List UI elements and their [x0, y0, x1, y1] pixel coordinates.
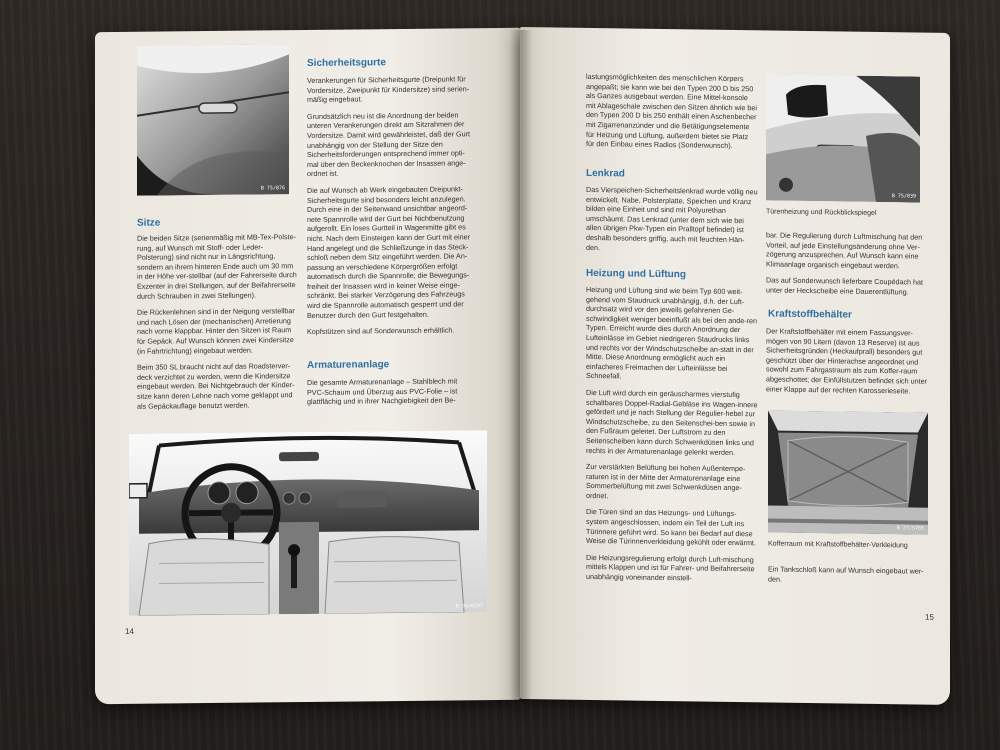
- page-number-right: 15: [925, 612, 934, 622]
- paragraph: Die auf Wunsch ab Werk eingebauten Dreipunkt-Sicherheitsgurte sind besonders leicht anzulegen. Durch eine in der Seitenwand unsichtbar angeord-nete Spannrolle wird der Gurt bei Nichtbenutzung aufgerollt. Ein loses Gurtteil in Wagenmitte gibt es nicht. Nach dem Einsteigen kann der Gurt mit einer Hand angelegt und die Schließzunge in das Steck-schloß neben dem Sitz eingeführt werden. Die An-passung an verschiedene Körpergrößen erfolgt automatisch durch die Spannrolle; die Bewegungs-freiheit der Insassen wird in keiner Weise einge-schränkt. Bei starker Verzögerung des Fahrzeugs wird die Spannrolle automatisch gesperrt und der Benutzer durch den Gurt festgehalten.: [307, 184, 470, 320]
- paragraph: Heizung und Lüftung sind wie beim Typ 600 weit-gehend vom Staudruck unabhängig, d.h. der Luft-durchsatz wird vor den jeweils gefahrenen Ge-schwindigkeit weniger beeinflußt als bei den ande-ren Typen. Erreicht wurde dies durch Anordnung der Lufteinlässe im Gebiet niedrigeren Staudrucks links und rechts vor der Windschutzscheibe an-statt in der Mitte. Diese Anordnung ermöglicht auch ein einfacheres Freimachen der Lufteinlässe bei Schneefall.: [586, 284, 758, 381]
- photo-code: B 27/5765: [896, 525, 924, 532]
- heizung-text: [586, 285, 758, 591]
- dashboard-image: [129, 430, 487, 616]
- paragraph: Ein Tankschloß kann auf Wunsch eingebaut wer-den.: [768, 564, 924, 584]
- right-page: [520, 27, 950, 705]
- paragraph: Kopfstützen sind auf Sonderwunsch erhältlich.: [307, 325, 455, 337]
- heading-armaturenanlage: Armaturenanlage: [307, 359, 390, 372]
- open-brochure: [95, 30, 950, 702]
- photo-door-mirror: [766, 74, 920, 202]
- lenkrad-text: [586, 185, 758, 262]
- paragraph: Die gesamte Armaturenanlage – Stahlblech mit PVC-Schaum und Überzug aus PVC-Folie – ist glattflächig und in ihrer Nachgiebigkeit den Be-: [307, 376, 458, 407]
- paragraph: Der Kraftstoffbehälter mit einem Fassungsver-mögen von 90 Litern (davon 13 Reserve) ist aus Sicherheitsgründen (Heckaufprall) besonders gut geschützt über der Hinterachse angeordnet und sowohl zum Fahrgastraum als zum Koffer-raum abgeschottet; der Einfüllstutzen befindet sich unter einer Klappe auf der rechten Karosserieseite.: [766, 326, 928, 396]
- kraftstoff-text: [766, 326, 934, 403]
- col2-text: [766, 230, 934, 304]
- armaturenanlage-text: [307, 376, 475, 414]
- photo-trunk: [768, 410, 928, 534]
- photo-code: B 75/076: [260, 185, 285, 192]
- paragraph: Die Luft wird durch ein geräuscharmes vierstufig schaltbares Doppel-Radial-Gebläse ins Wagen-innere gefördert und je nach Stellung der Regulier-hebel zur Windschutzscheibe, zu den Seitenschei-ben sowie in den Fußraum geleitet. Der Luftstrom zu den Seitenscheiben kann durch Schwenkdüsen links und rechts in der Armaturenanlage gelenkt werden.: [586, 387, 758, 457]
- left-page: [95, 28, 520, 704]
- paragraph: lastungsmöglichkeiten des menschlichen Körpers angepaßt; sie kann wie bei den Typen 200 D bis 250 als Ganzes ausgebaut werden. Eine Mittel-konsole mit Ablageschale zwischen den Sitzen ähnlich wie bei den Typen 200 D bis 250 enthält einen Aschenbecher mit Zigarrenanzünder und die Betätigungselemente für Heizung und Lüftung, außerdem bietet sie Platz für den Einbau eines Radios (Sonderwunsch).: [586, 71, 758, 151]
- page-number-left: 14: [125, 626, 134, 636]
- photo-car-door: [137, 44, 289, 196]
- paragraph: Die Türen sind an das Heizungs- und Lüftungs-system angeschlossen, indem ein Teil der Luft ins Türinnere geführt wird. So kann bei Bedarf auf diese Weise die Türinnenverkleidung gekühlt oder erwärmt.: [586, 507, 756, 548]
- heading-sicherheitsgurte: Sicherheitsgurte: [307, 57, 386, 70]
- paragraph: Die Rückenlehnen sind in der Neigung verstellbar und nach Lösen der (mechanischen) Arretierung nach vorne klappbar. Hinter den Sitzen ist Raum für Gepäck. Auf Wunsch können zwei Kindersitze (in Fahrtrichtung) eingebaut werden.: [137, 306, 295, 356]
- paragraph: Grundsätzlich neu ist die Anordnung der beiden unteren Verankerungen direkt am Sitzrahmen der Vordersitze. Damit wird gewährleistet, daß der Gurt unabhängig von der Stellung der Sitze den Sicherheitsforderungen entsprechend immer opti-mal über den Beckenknochen der Insassen ange-ordnet ist.: [307, 110, 470, 179]
- paragraph: bar. Die Regulierung durch Luftmischung hat den Vorteil, auf jede Einstellungsänderung ohne Ver-zögerung anzusprechen. Auf Wunsch kann eine Klimaanlage organisch eingebaut werden.: [766, 230, 923, 271]
- heading-lenkrad: Lenkrad: [586, 167, 625, 180]
- heading-sitze: Sitze: [137, 217, 161, 229]
- sitze-text: [137, 232, 299, 418]
- photo-code: B 34/0297: [455, 603, 483, 610]
- paragraph: Das Vierspeichen-Sicherheitslenkrad wurde völlig neu entwickelt. Nabe, Polsterplatte, Speichen und Kranz bilden eine Einheit und sind mit Polyurethan umschäumt. Das Lenkrad (unter dem sich wie bei allen übrigen Pkw-Typen ein Pralltopf befindet) ist deshalb besonders griffig, auch mit feuchten Hän-den.: [586, 184, 758, 252]
- paragraph: Beim 350 SL braucht nicht auf das Roadsterver-deck verzichtet zu werden, wenn die Kindersitze eingebaut werden. Bei Nichtgebrauch der Kinder-sitze kann deren Lehne nach vorne geklappt und als Gepäckauflage benutzt werden.: [137, 361, 295, 411]
- paragraph: Zur verstärkten Belüftung bei hohen Außentempe-raturen ist in der Mitte der Armaturenanlage eine Sommerbelüftung mit zwei Schwenkdüsen ange-ordnet.: [586, 462, 746, 501]
- heading-kraftstoff: Kraftstoffbehälter: [768, 308, 852, 321]
- trunk-image: [768, 410, 928, 534]
- paragraph: Verankerungen für Sicherheitsgurte (Dreipunkt für Vordersitze, Zweipunkt für Kindersitze) sind serien-mäßig eingebaut.: [307, 74, 470, 105]
- paragraph: Die beiden Sitze (serienmäßig mit MB-Tex-Polste-rung, auf Wunsch mit Stoff- oder Leder-Polsterung) sind nicht nur in Längsrichtung, sondern an ihrem hinteren Ende auch um 30 mm in der Höhe ver-stellbar (auf der Fahrerseite durch Exzenter in drei Stellungen, auf der Beifahrerseite durch Schrauben in zwei Stellungen).: [137, 232, 297, 301]
- paragraph: Das auf Sonderwunsch lieferbare Coupédach hat unter der Heckscheibe eine Dauerentlüftung.: [766, 275, 924, 297]
- photo-dashboard: [129, 430, 487, 616]
- intro-text: [586, 72, 758, 158]
- heading-heizung: Heizung und Lüftung: [586, 267, 686, 281]
- book-gutter: [510, 30, 532, 702]
- car-door-image: [137, 44, 289, 196]
- paragraph: Die Heizungsregulierung erfolgt durch Luft-mischung mittels Klappen und ist für Fahrer- und Beifahrerseite unabhängig voneinander einstell-: [586, 552, 755, 583]
- door-mirror-image: [766, 74, 920, 202]
- caption-trunk: Kofferraum mit Kraftstoffbehälter-Verkleidung: [768, 540, 908, 550]
- caption-door-mirror: Türenheizung und Rückblickspiegel: [766, 208, 877, 217]
- photo-code: B 75/039: [891, 193, 916, 200]
- sicherheitsgurte-text: [307, 74, 475, 344]
- tankschloss-text: [768, 564, 936, 593]
